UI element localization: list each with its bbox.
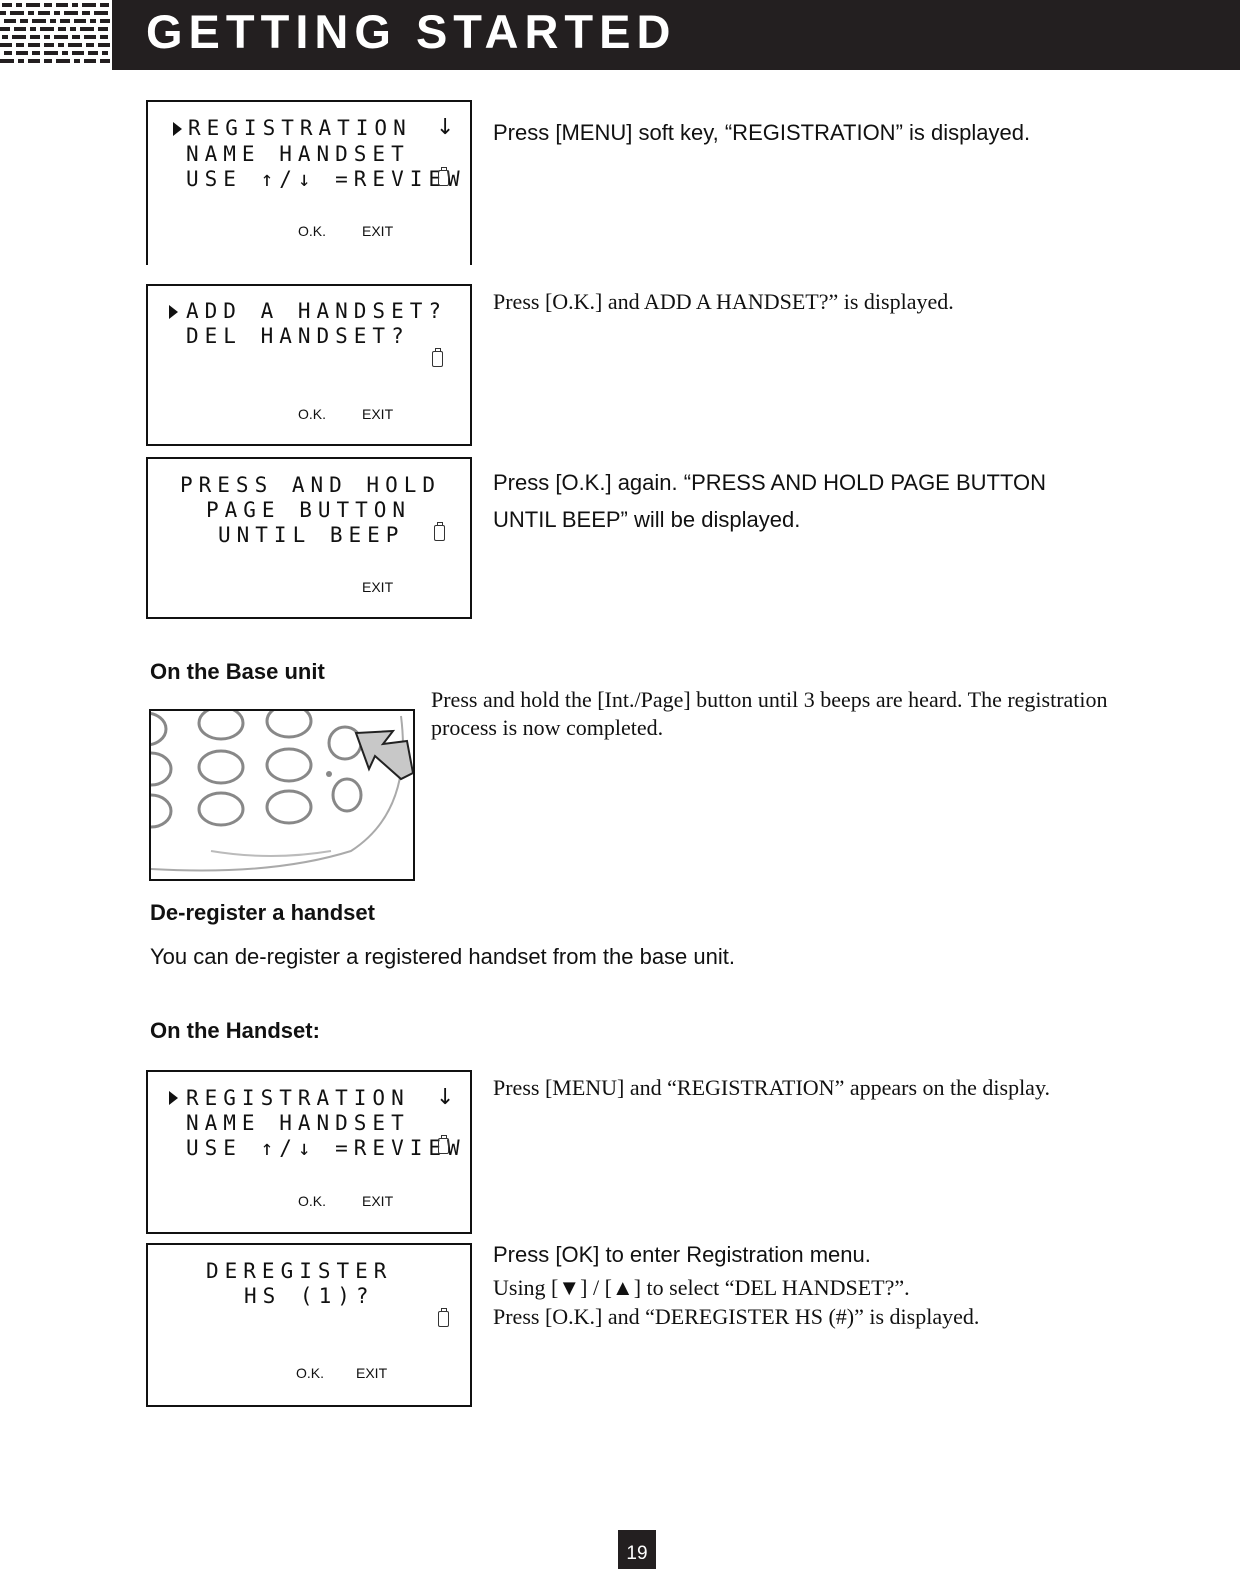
lcd-line-3: USE ↑/↓ =REVIEW: [186, 1136, 466, 1160]
exit-softkey-label: EXIT: [356, 1365, 388, 1381]
step-description-line-2: UNTIL BEEP” will be displayed.: [493, 507, 801, 532]
lcd-screen-registration-2: [146, 1070, 472, 1234]
section-heading-base-unit: On the Base unit: [150, 659, 325, 684]
down-arrow-icon: ↓: [436, 1085, 455, 1110]
lcd-screen-press-hold: [146, 457, 472, 619]
step-description: Press [O.K.] and ADD A HANDSET?” is displayed.: [493, 289, 954, 314]
battery-icon: [438, 170, 449, 186]
page-number: 19: [618, 1530, 656, 1569]
page-header: [0, 0, 1240, 70]
lcd-line-1: REGISTRATION: [188, 116, 412, 140]
step-description: Press [MENU] and “REGISTRATION” appears on the display.: [493, 1075, 1051, 1100]
lcd-line-1: DEREGISTER: [206, 1259, 393, 1283]
lcd-line-2: DEL HANDSET?: [186, 324, 410, 348]
exit-softkey-label: EXIT: [362, 579, 394, 595]
deregister-intro-text: You can de-register a registered handset from the base unit.: [150, 944, 735, 969]
ok-softkey-label: O.K.: [298, 1193, 327, 1209]
section-heading-handset: On the Handset:: [150, 1018, 320, 1043]
page-title: GETTING STARTED: [146, 5, 677, 58]
step-description-line-2: Using [▼] / [▲] to select “DEL HANDSET?”.: [493, 1275, 910, 1300]
exit-softkey-label: EXIT: [362, 406, 394, 422]
cursor-arrow-icon: [173, 122, 182, 136]
lcd-line-1: REGISTRATION: [186, 1086, 410, 1110]
step-description: Press [MENU] soft key, “REGISTRATION” is displayed.: [493, 120, 1031, 145]
lcd-line-1: PRESS AND HOLD: [180, 473, 442, 497]
lcd-line-2: NAME HANDSET: [186, 142, 410, 166]
ok-softkey-label: O.K.: [298, 223, 327, 239]
lcd-line-2: NAME HANDSET: [186, 1111, 410, 1135]
step-description-line-1: Press [O.K.] again. “PRESS AND HOLD PAGE BUTTON: [493, 470, 1047, 495]
step-description: Press and hold the [Int./Page] button until 3 beeps are heard. The registration process is now completed.: [431, 687, 1108, 740]
exit-softkey-label: EXIT: [362, 1193, 394, 1209]
cursor-arrow-icon: [169, 305, 178, 319]
lcd-line-2: PAGE BUTTON: [206, 498, 412, 522]
battery-icon: [438, 1311, 449, 1327]
ok-softkey-label: O.K.: [296, 1365, 325, 1381]
step-description-line-3: Press [O.K.] and “DEREGISTER HS (#)” is displayed.: [493, 1304, 980, 1329]
lcd-line-2: HS (1)?: [244, 1284, 375, 1308]
battery-icon: [438, 1138, 449, 1154]
lcd-screen-add-handset: [146, 284, 472, 446]
exit-softkey-label: EXIT: [362, 223, 394, 239]
cursor-arrow-icon: [169, 1091, 178, 1105]
lcd-line-3: USE ↑/↓ =REVIEW: [186, 167, 466, 191]
lcd-screen-registration: [146, 100, 472, 265]
battery-icon: [432, 351, 443, 367]
ok-softkey-label: O.K.: [298, 406, 327, 422]
lcd-line-3: UNTIL BEEP: [218, 523, 405, 547]
lcd-line-1: ADD A HANDSET?: [186, 299, 448, 323]
lcd-screen-deregister: [146, 1243, 472, 1407]
down-arrow-icon: ↓: [436, 115, 455, 140]
base-unit-illustration: [149, 709, 415, 881]
section-heading-deregister: De-register a handset: [150, 900, 375, 925]
battery-icon: [434, 525, 445, 541]
step-description-line-1: Press [OK] to enter Registration menu.: [493, 1242, 871, 1267]
brand-logo: [0, 0, 112, 70]
